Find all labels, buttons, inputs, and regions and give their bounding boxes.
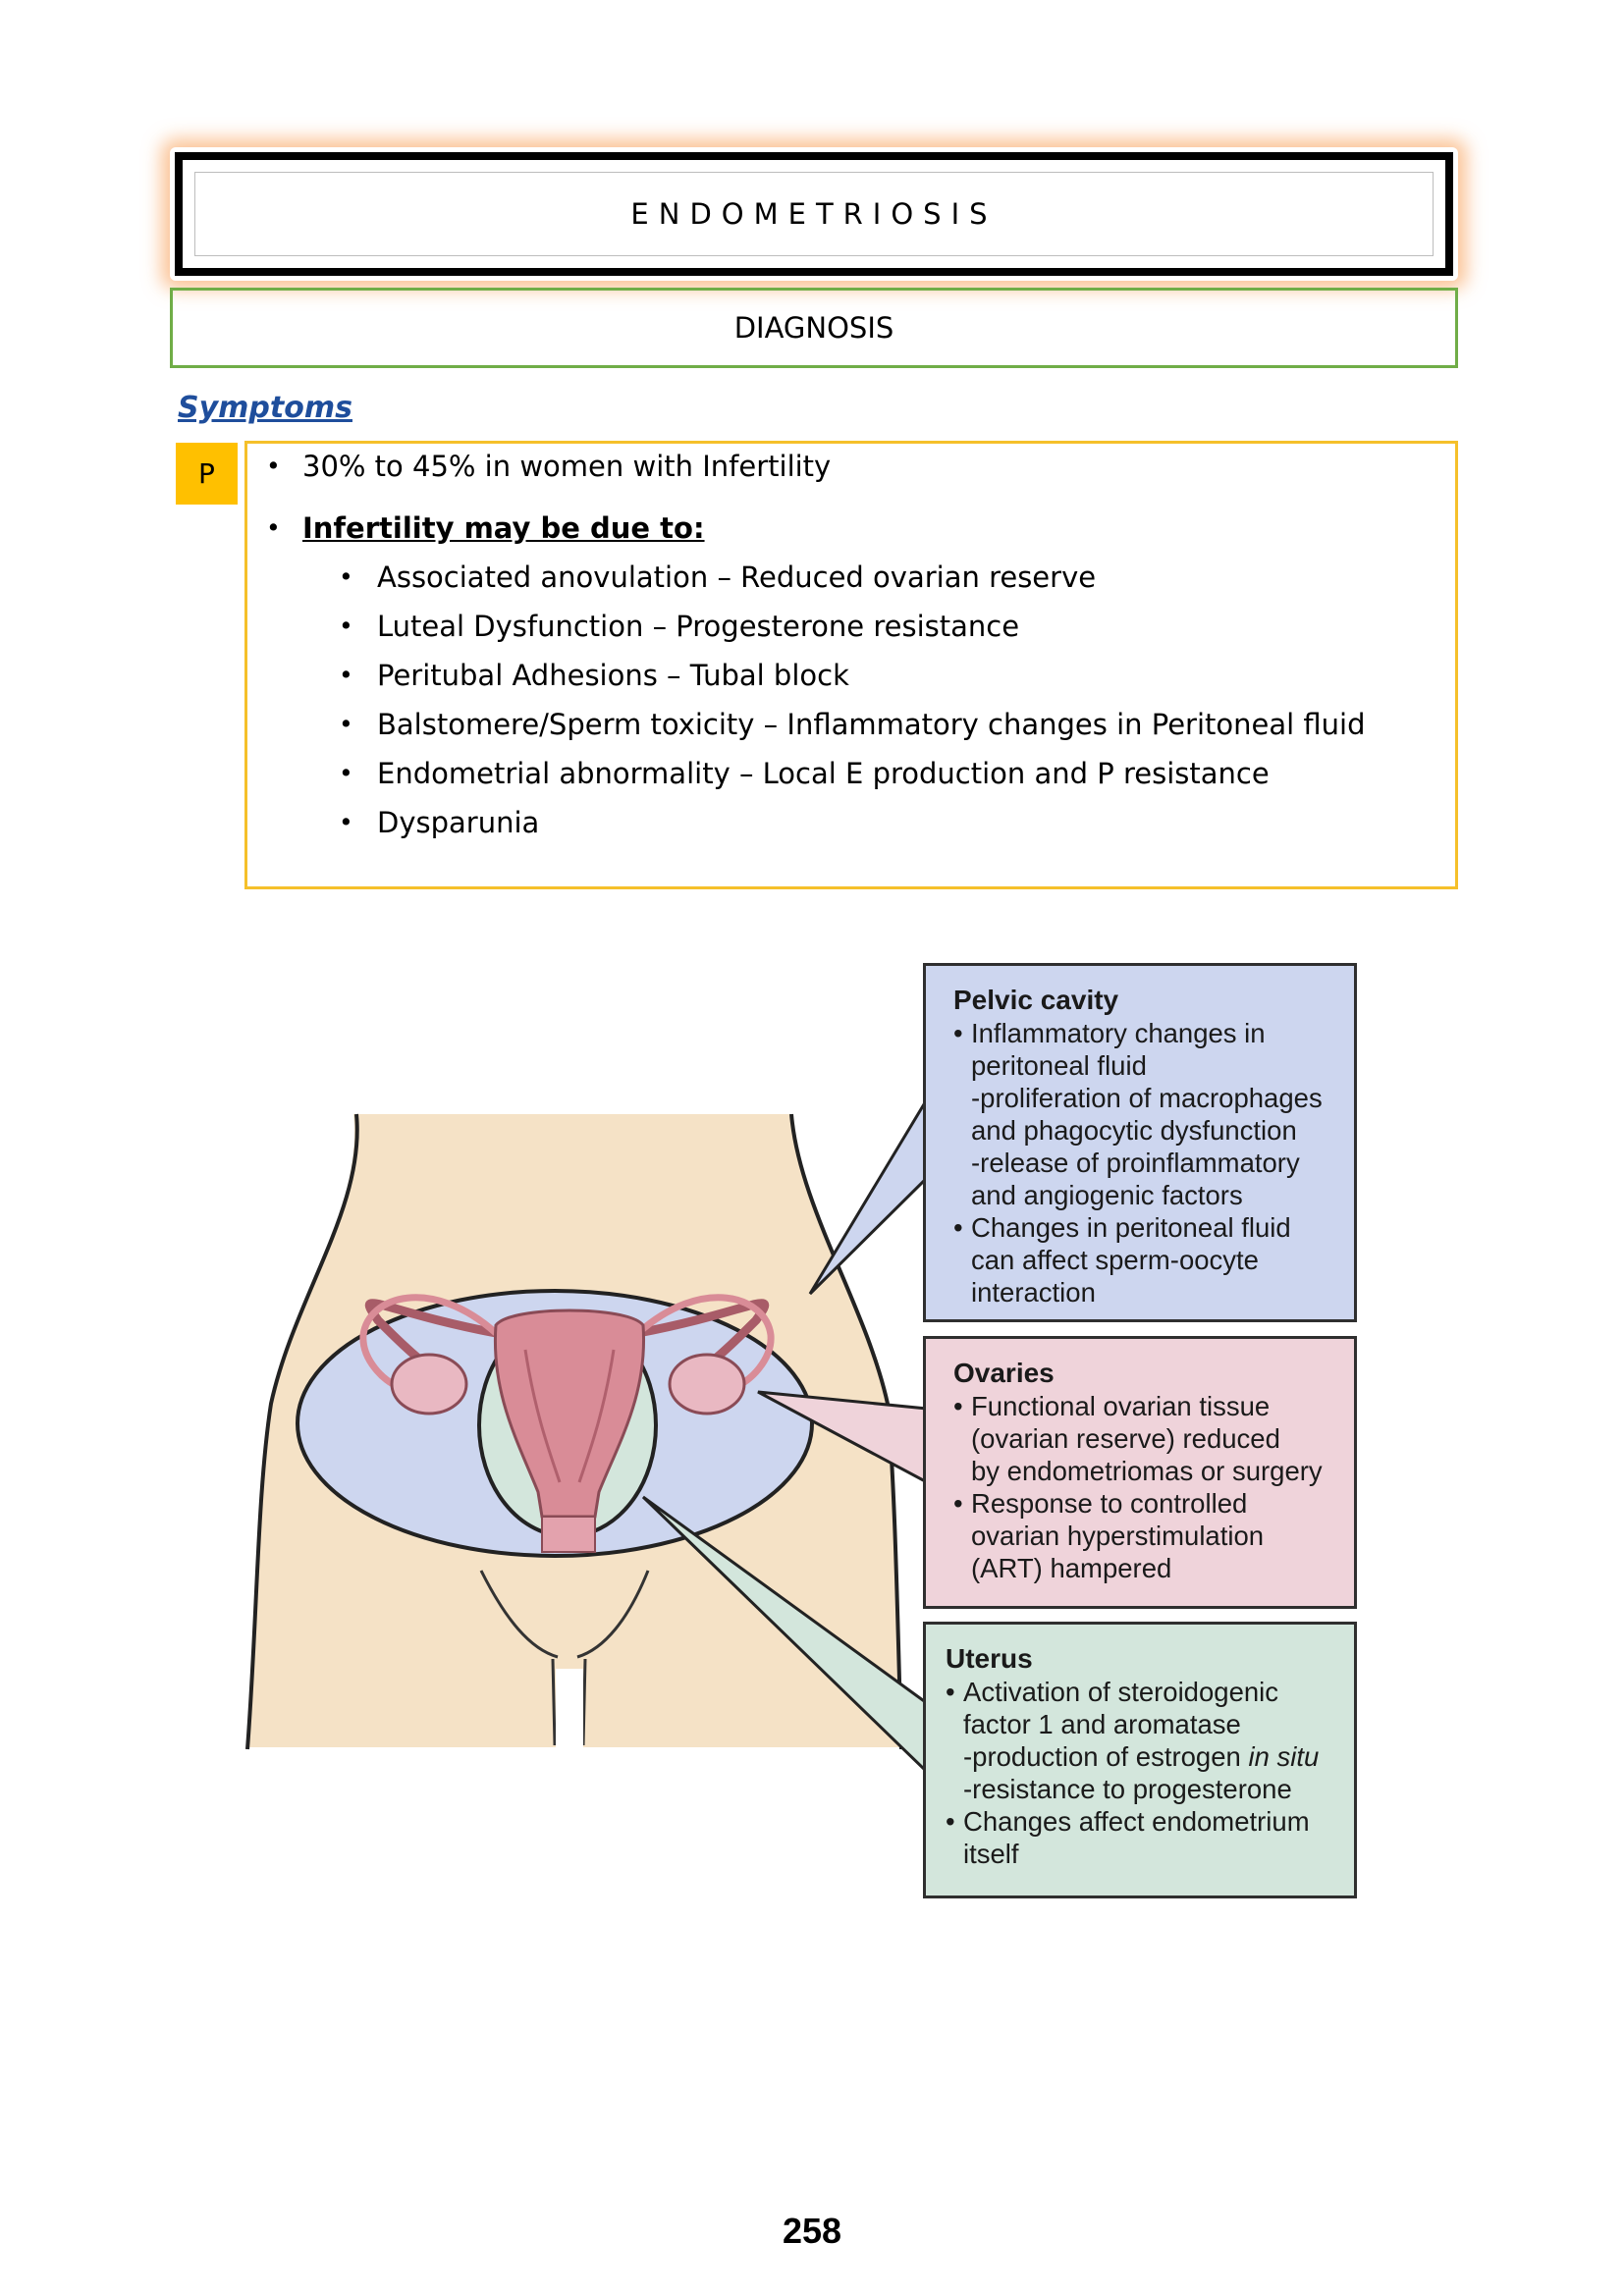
callout-line: Changes in peritoneal fluid [971, 1212, 1291, 1243]
callout-title: Ovaries [953, 1358, 1055, 1388]
list-item-heading: Infertility may be due to: [302, 511, 705, 545]
callout-title: Pelvic cavity [953, 985, 1119, 1015]
list-subitem: Endometrial abnormality – Local E production and P resistance [377, 757, 1270, 790]
callout-line [946, 1740, 1342, 1773]
symptoms-heading: Symptoms [178, 391, 352, 425]
list-item: 30% to 45% in women with Infertility [302, 450, 832, 483]
list-subitem: Dysparunia [377, 806, 540, 839]
callout-line: can affect sperm-oocyte [971, 1245, 1259, 1275]
bullet-dot: • [953, 1018, 963, 1048]
callout-line: (ovarian reserve) reduced [971, 1423, 1280, 1454]
ovaries-callout [923, 1336, 1357, 1609]
bullet-dot: • [946, 1806, 955, 1837]
bullet-dot: • [339, 759, 353, 787]
list-subitem: Luteal Dysfunction – Progesterone resistance [377, 610, 1020, 643]
bullet-dot: • [339, 661, 353, 689]
callout-line: -resistance to progesterone [963, 1774, 1292, 1804]
callout-line: by endometriomas or surgery [971, 1456, 1323, 1486]
callout-line: Changes affect endometrium [963, 1806, 1310, 1837]
bullet-dot: • [266, 452, 281, 480]
callout-line: peritoneal fluid [971, 1050, 1147, 1081]
bullet-dot: • [953, 1488, 963, 1519]
list-subitem: Associated anovulation – Reduced ovarian reserve [377, 561, 1097, 594]
list-subitem: Balstomere/Sperm toxicity – Inflammatory changes in Peritoneal fluid [377, 708, 1366, 741]
callout-line: Response to controlled [971, 1488, 1248, 1519]
callout-line: Inflammatory changes in [971, 1018, 1266, 1048]
callout-line: -release of proinflammatory [971, 1148, 1300, 1178]
bullet-dot: • [339, 808, 353, 836]
callout-line: interaction [971, 1277, 1096, 1308]
callout-line: Activation of steroidogenic [963, 1677, 1279, 1707]
callout-line: Functional ovarian tissue [971, 1391, 1271, 1421]
bullet-dot: • [953, 1212, 963, 1243]
callout-line-italic: in situ [1248, 1741, 1320, 1772]
callout-line: factor 1 and aromatase [963, 1709, 1241, 1739]
callout-line: and phagocytic dysfunction [971, 1115, 1297, 1146]
callout-line: itself [963, 1839, 1019, 1869]
p-badge: P [176, 443, 238, 505]
callout-line: ovarian hyperstimulation [971, 1521, 1265, 1551]
bullet-dot: • [953, 1391, 963, 1421]
pelvic-cavity-callout [923, 963, 1357, 1322]
bullet-dot: • [339, 562, 353, 591]
callout-line: -proliferation of macrophages [971, 1083, 1323, 1113]
uterus-callout [923, 1622, 1357, 1898]
callout-line-text: -production of estrogen [963, 1741, 1241, 1772]
list-subitem: Peritubal Adhesions – Tubal block [377, 659, 849, 692]
section-subtitle: DIAGNOSIS [733, 311, 894, 345]
page-title: ENDOMETRIOSIS [630, 197, 998, 231]
bullet-dot: • [339, 612, 353, 640]
bullet-dot: • [946, 1677, 955, 1707]
page-number: 258 [782, 2211, 842, 2251]
callout-line: and angiogenic factors [971, 1180, 1243, 1210]
callout-title: Uterus [946, 1643, 1033, 1674]
callout-line: (ART) hampered [971, 1553, 1172, 1583]
bullet-dot: • [266, 513, 281, 542]
bullet-dot: • [339, 710, 353, 738]
